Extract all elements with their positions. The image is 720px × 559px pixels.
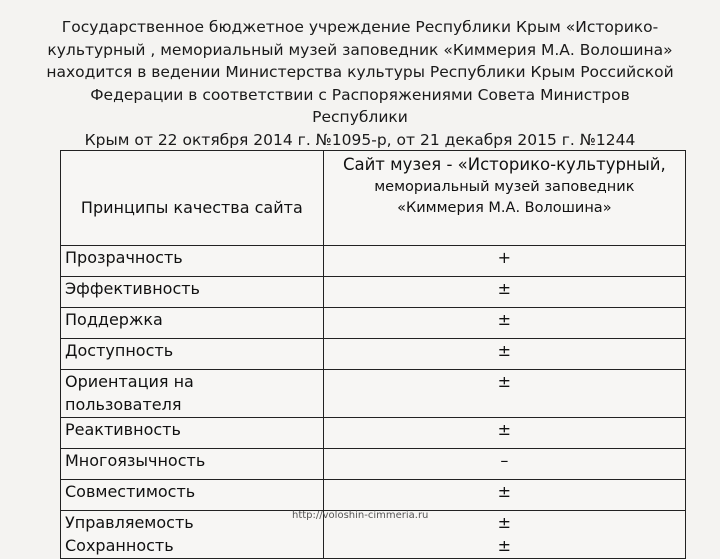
page-heading [40, 16, 680, 151]
table-row [61, 449, 686, 480]
col-header-site-line: Сайт музея - «Историко-культурный, [342, 155, 666, 174]
principle-cell: Прозрачность [61, 246, 324, 277]
site-url: http://voloshin-cimmeria.ru [292, 510, 429, 521]
principle-line: пользователя [65, 395, 182, 414]
table-row [61, 339, 686, 370]
mark-cell: ± [323, 480, 685, 511]
principle-cell [61, 511, 324, 559]
mark-line: ± [497, 513, 512, 532]
table-row [61, 480, 686, 511]
table-header-row [61, 151, 686, 246]
principle-cell: Эффективность [61, 277, 324, 308]
col-header-site-line: мемориальный музей заповедник [374, 179, 635, 195]
principle-cell: Многоязычность [61, 449, 324, 480]
principle-line: Управляемость [65, 513, 194, 532]
table-row [61, 308, 686, 339]
principle-line: Ориентация на [65, 372, 194, 391]
mark-cell: ± [323, 277, 685, 308]
heading-line: Крым от 22 октября 2014 г. №1095-р, от 21 декабря 2015 г. №1244 [84, 130, 636, 149]
heading-line: культурный , мемориальный музей заповедник «Киммерия М.А. Волошина» [47, 40, 673, 59]
principle-cell: Совместимость [61, 480, 324, 511]
col-header-principles-label: Принципы качества сайта [80, 197, 303, 217]
principle-cell: Реактивность [61, 418, 324, 449]
table-row [61, 246, 686, 277]
mark-cell: ± [323, 418, 685, 449]
mark-line: ± [497, 536, 512, 555]
col-header-site-line: «Киммерия М.А. Волошина» [397, 200, 612, 216]
mark-cell: ± [323, 370, 685, 418]
heading-line: находится в ведении Министерства культуры Республики Крым Российской [46, 63, 674, 81]
heading-line: Федерации в соответствии с Распоряжениями Совета Министров Республики [90, 85, 630, 126]
col-header-principles [61, 151, 324, 246]
principle-cell: Поддержка [61, 308, 324, 339]
principle-cell [61, 370, 324, 418]
principle-line: Сохранность [65, 536, 174, 555]
table-row [61, 277, 686, 308]
table-row [61, 418, 686, 449]
heading-line: Государственное бюджетное учреждение Республики Крым «Историко- [61, 18, 659, 36]
mark-cell: ± [323, 339, 685, 370]
mark-cell: – [323, 449, 685, 480]
mark-cell: + [323, 246, 685, 277]
mark-cell: ± [323, 308, 685, 339]
principle-cell: Доступность [61, 339, 324, 370]
col-header-site [323, 151, 685, 246]
table-row [61, 370, 686, 418]
quality-table [60, 150, 686, 559]
